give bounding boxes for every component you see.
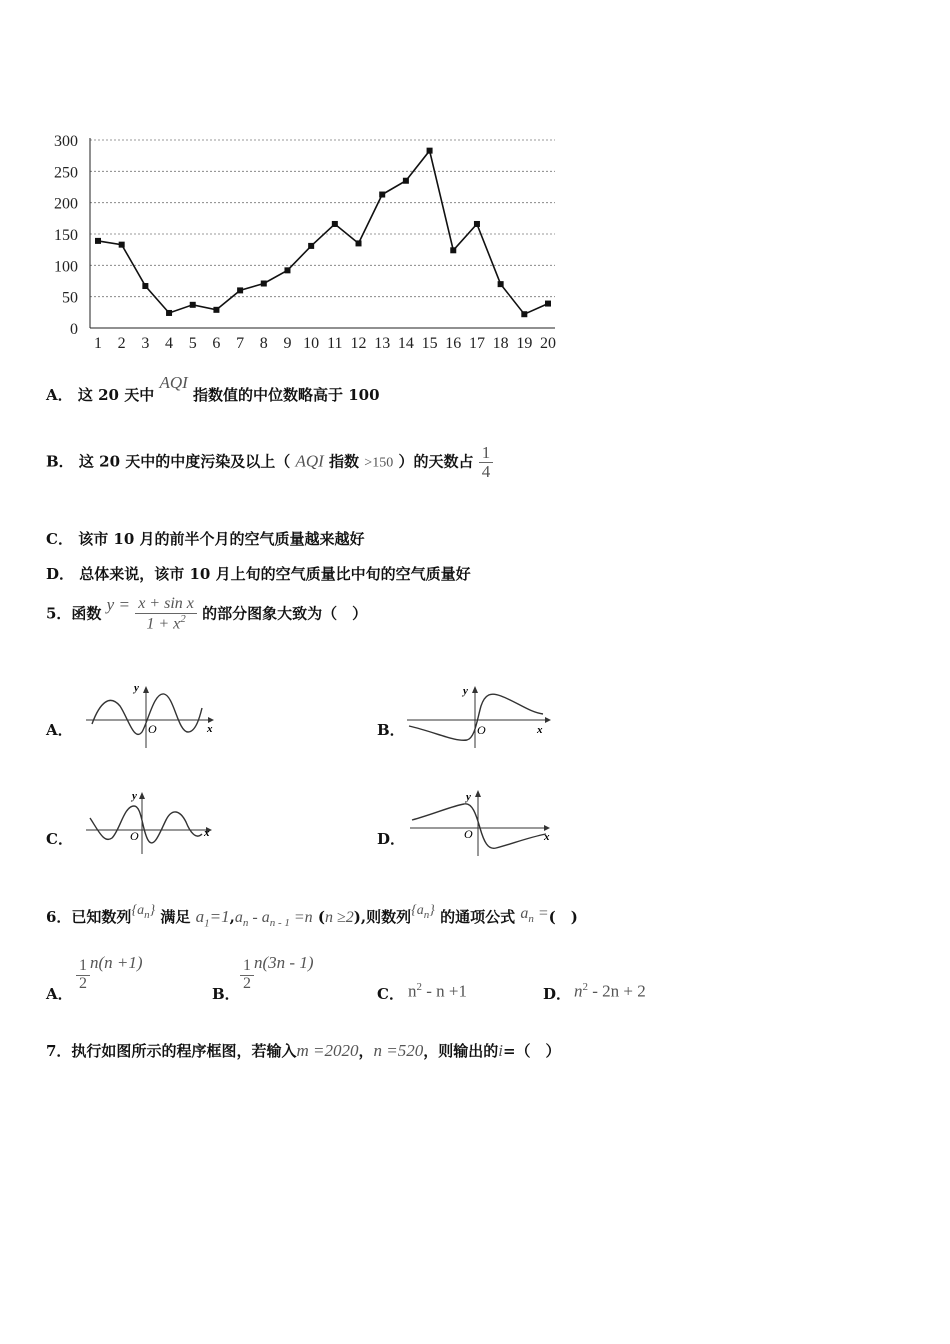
data-point [213,307,219,313]
aqi-line-chart [40,128,580,363]
q6-text4: 的通项公式 [440,908,516,926]
option-a-label: A． [46,386,73,404]
q5-suffix: 的部分图象大致为（ ） [202,604,368,623]
chart-axes [90,138,555,328]
series-line-path [98,151,548,315]
x-tick-label: 20 [540,335,556,352]
axis-y-label: y [132,790,137,802]
chart-grid [90,140,555,297]
data-point [166,310,172,316]
seq-an-braces: $\{a_n\}$ [411,903,435,921]
data-point [427,148,433,154]
x-tick-label: 17 [468,335,485,352]
data-point [284,267,290,273]
q6-option-d: $n^2 - 2n + 2$ [574,981,646,1001]
q4-option-c [46,528,365,549]
data-point [474,221,480,227]
paren-open: ( [317,908,326,926]
option-a-text2: 指数值的中位数略高于 100 [193,386,380,404]
q6-option-a [76,952,143,993]
origin-label: O [477,723,486,737]
q7-i: i [498,1041,503,1060]
comma: , [229,908,235,926]
question-6 [46,903,578,930]
y-tick-label: 200 [54,195,78,213]
x-tick-label: 11 [327,335,343,352]
axis-x-label: x [207,723,213,735]
q6-option-d-label: D． [543,985,572,1003]
option-c-label: C． [46,530,73,548]
q6-option-a-label: A． [46,985,73,1003]
option-b-text2: 指数 [329,452,360,471]
y-tick-labels [54,133,78,338]
data-point [545,301,551,307]
option-c-text: 该市 10 月的前半个月的空气质量越来越好 [78,530,365,548]
x-tick-label: 3 [141,335,150,352]
axis-x-label: x [537,724,543,736]
an-expr: $a_n$ = [520,905,549,926]
x-tick-label: 12 [350,335,367,352]
x-tick-label: 5 [188,335,197,352]
q6-option-c: $n^2 - n +1$ [408,981,467,1001]
option-b-expr: n(3n - 1) [254,952,314,972]
y-tick-label: 250 [54,164,78,182]
question-5 [46,596,367,633]
x-tick-label: 8 [259,335,268,352]
data-point [403,178,409,184]
q5-fraction: $\frac{\text{x + sin x}}{1 + x^2}$ [135,596,197,633]
origin-label: O [148,722,157,736]
x-tick-labels [94,335,556,352]
q6-text2: 满足 [160,908,191,926]
q5-graph-b [405,680,555,750]
q5-graph-c [80,788,220,858]
option-b-text3: ）的天数占 [398,452,474,471]
q7-sep: ， [358,1042,374,1060]
x-tick-label: 13 [374,335,391,352]
data-point [95,238,101,244]
option-d-text: 总体来说，该市 10 月上旬的空气质量比中旬的空气质量好 [79,565,471,583]
fraction-one-quarter: $\frac{1}{4}$ [479,444,494,481]
q5-number: 5．函数 [46,604,102,623]
q7-m: m =2020 [296,1041,359,1060]
data-point [498,281,504,287]
x-tick-label: 4 [165,335,174,352]
option-a-expr: n(n +1) [90,952,143,972]
q4-option-b [46,444,493,481]
q6-prefix: 6．已知数列 [46,908,132,926]
x-tick-label: 7 [236,335,245,352]
data-point [308,243,314,249]
question-7 [46,1040,561,1061]
x-tick-label: 18 [492,335,509,352]
q5-option-d-label: D． [377,830,406,848]
y-tick-label: 50 [62,289,78,307]
axis-x-label: x [544,831,550,843]
q5-option-b-label: B． [377,721,405,739]
aqi-condition: >150 [364,455,394,471]
y-tick-label: 100 [54,258,78,276]
q6-option-b-label: B． [212,985,240,1003]
origin-label: O [464,827,473,841]
option-b-text1: 这 20 天中的中度污染及以上（ [78,452,291,471]
q7-text2: ，则输出的 [423,1042,499,1060]
q7-text1: 7．执行如图所示的程序框图，若输入 [46,1042,297,1060]
cond-a1: $a_1=1$ [195,907,230,930]
q5-option-a-label: A． [46,721,73,739]
x-tick-label: 9 [283,335,292,352]
axis-y-label: y [466,791,471,803]
option-a-text1: 这 20 天中 [77,386,155,404]
data-point [356,240,362,246]
data-point [119,242,125,248]
cond-recurrence: $a_n - a_{n - 1} =n$ [234,909,313,930]
option-b-label: B． [46,452,74,471]
q7-text3: =（ ） [502,1042,561,1060]
x-tick-label: 15 [421,335,438,352]
axis-x-label: x [204,827,210,839]
data-point [379,192,385,198]
y-tick-label: 0 [70,321,78,338]
q5-option-c-label: C． [46,830,73,848]
q7-n: n =520 [373,1041,424,1060]
series-points [95,148,551,318]
x-tick-label: 19 [516,335,533,352]
data-point [142,283,148,289]
axis-y-label: y [463,685,468,697]
data-point [190,302,196,308]
axis-y-label: y [134,682,139,694]
x-tick-label: 6 [212,335,221,352]
x-tick-label: 10 [303,335,320,352]
q5-graph-a [78,680,218,750]
aqi-math: AQI [295,451,324,471]
x-tick-label: 14 [397,335,414,352]
aqi-math: AQI [159,373,188,392]
q4-option-a [46,373,380,405]
q6-option-b [240,952,314,993]
origin-label: O [130,829,139,843]
data-point [237,287,243,293]
fraction-half: $\frac{1}{2}$ [76,958,90,993]
q6-blank: ( ) [548,908,578,926]
q4-option-d [46,563,471,584]
data-point [521,311,527,317]
fraction-half: $\frac{1}{2}$ [240,958,254,993]
q6-text3: ),则数列 [353,908,412,926]
option-d-label: D． [46,565,75,583]
seq-an-braces: $\{a_n\}$ [131,903,156,921]
x-tick-label: 1 [94,335,102,352]
q6-option-c-label: C． [377,985,404,1003]
n-condition: n ≥2 [325,909,354,926]
y-tick-label: 300 [54,133,78,150]
x-tick-label: 2 [117,335,126,352]
q5-graph-d [408,788,558,858]
x-tick-label: 16 [445,335,462,352]
q5-y-eq: y = [106,595,130,615]
y-tick-label: 150 [54,227,78,244]
data-point [332,221,338,227]
data-point [261,281,267,287]
series-line [98,151,548,315]
data-point [450,247,456,253]
